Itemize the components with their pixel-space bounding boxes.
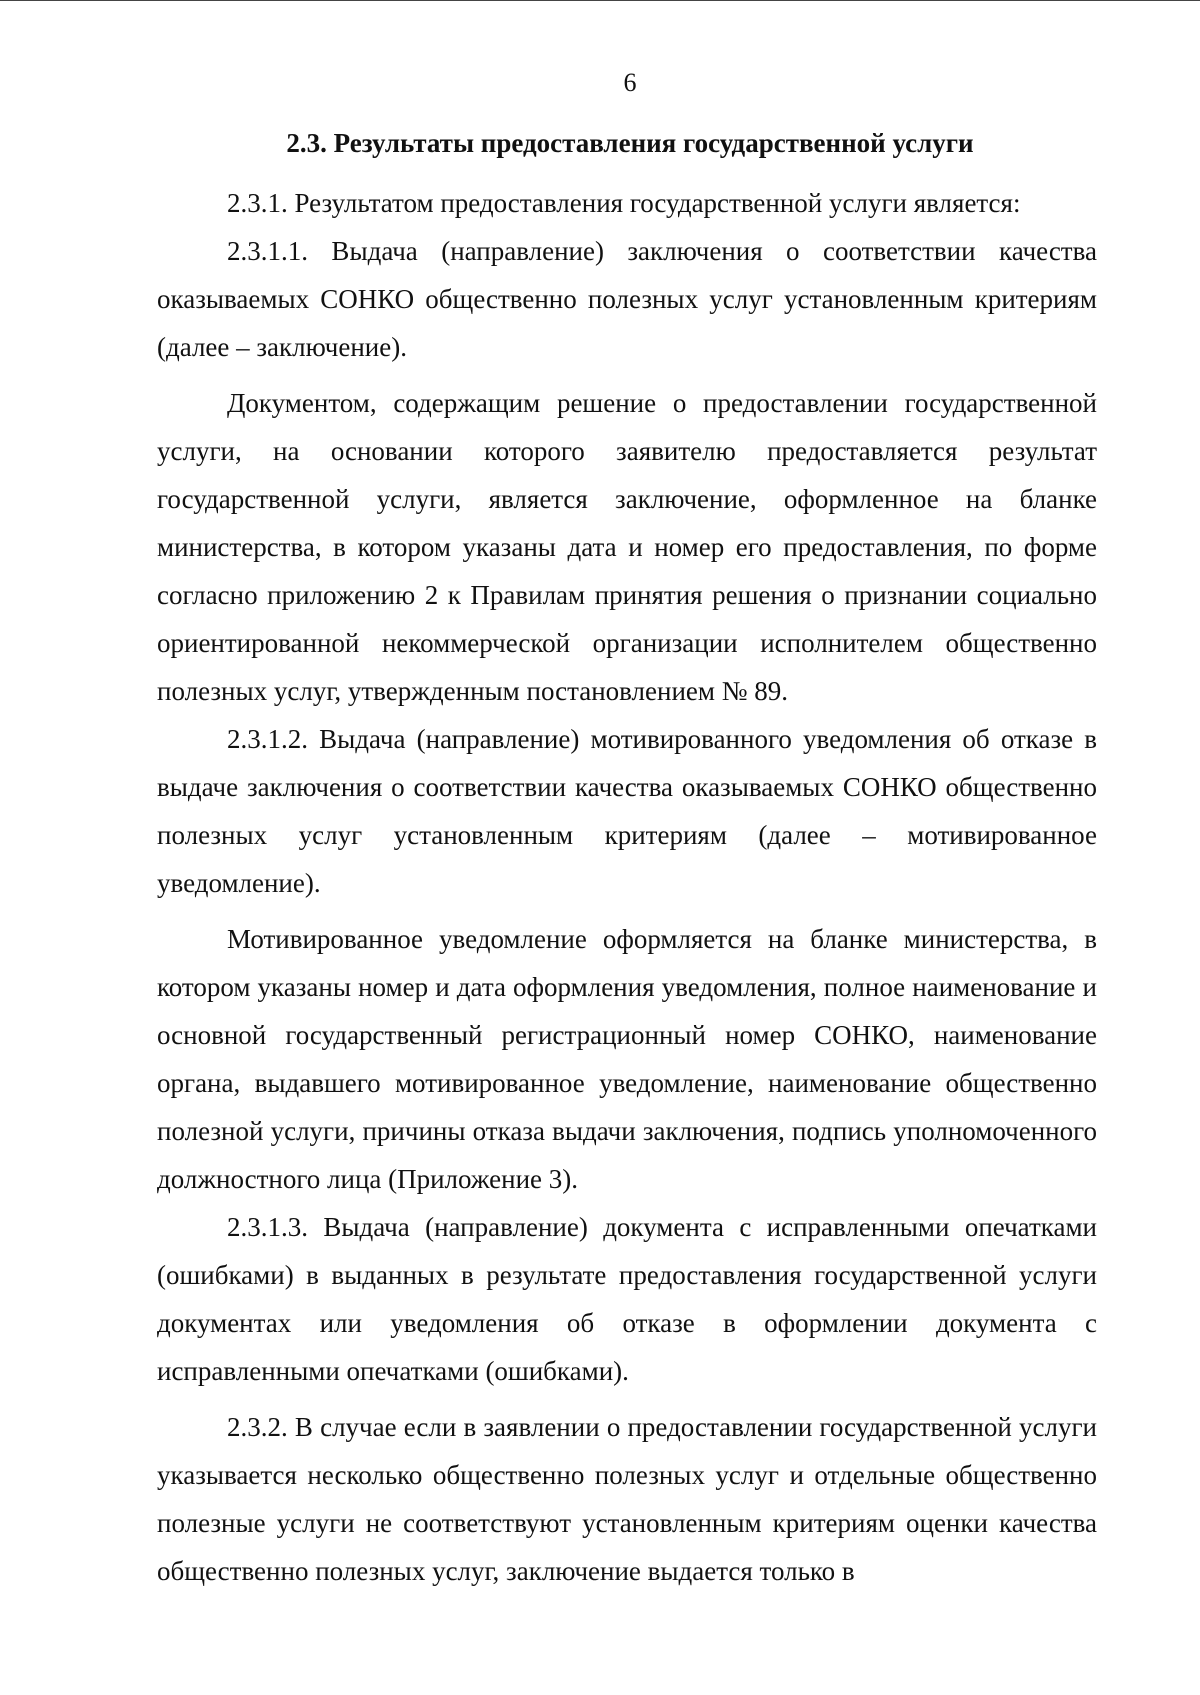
paragraph-2-3-1-3: 2.3.1.3. Выдача (направление) документа с исправленными опечатками (ошибками) в выданных в результате предоставления государственной услуги документах или уведомления об отказе в оформлении документа с исправленными опечатками (ошибками). [157, 1212, 1097, 1386]
section-heading: 2.3. Результаты предоставления государственной услуги [286, 128, 974, 158]
paragraph-2-3-1-2: 2.3.1.2. Выдача (направление) мотивированного уведомления об отказе в выдаче заключения о соответствии качества оказываемых СОНКО общественно полезных услуг установленным критериям (далее – мотивированное уведомление). [157, 724, 1097, 898]
page-number: 6 [623, 68, 637, 97]
paragraph-conclusion-document: Документом, содержащим решение о предоставлении государственной услуги, на основании которого заявителю предоставляется результат государственной услуги, является заключение, оформленное на бланке министерства, в котором указаны дата и номер его предоставления, по форме согласно приложению 2 к Правилам принятия решения о признании социально ориентированной некоммерческой организации исполнителем общественно полезных услуг, утвержденным постановлением № 89. [157, 388, 1097, 706]
paragraph-2-3-1: 2.3.1. Результатом предоставления государственной услуги является: [227, 188, 1021, 218]
paragraph-2-3-2: 2.3.2. В случае если в заявлении о предоставлении государственной услуги указывается несколько общественно полезных услуг и отдельные общественно полезные услуги не соответствуют установленным критериям оценки качества общественно полезных услуг, заключение выдается только в [157, 1412, 1097, 1586]
paragraph-2-3-1-1: 2.3.1.1. Выдача (направление) заключения о соответствии качества оказываемых СОНКО общественно полезных услуг установленным критериям (далее – заключение). [157, 236, 1097, 362]
paragraph-motivated-notice: Мотивированное уведомление оформляется на бланке министерства, в котором указаны номер и дата оформления уведомления, полное наименование и основной государственный регистрационный номер СОНКО, наименование органа, выдавшего мотивированное уведомление, наименование общественно полезной услуги, причины отказа выдачи заключения, подпись уполномоченного должностного лица (Приложение 3). [157, 924, 1097, 1194]
document-body [157, 179, 1097, 1595]
